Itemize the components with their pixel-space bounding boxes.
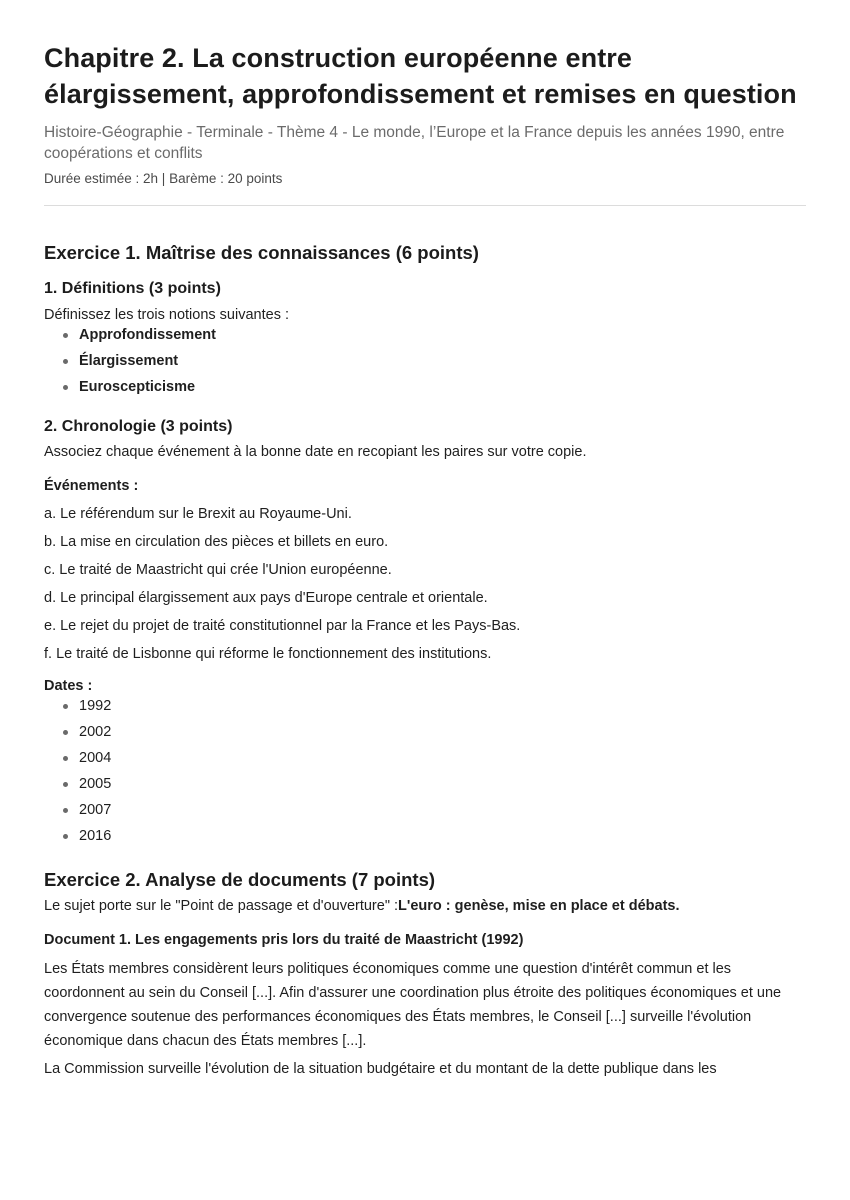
- event-item: f. Le traité de Lisbonne qui réforme le fonctionnement des institutions.: [44, 646, 492, 662]
- exercise-2-title: Exercice 2. Analyse de documents (7 points): [44, 869, 436, 890]
- date-label: 2007: [79, 802, 112, 818]
- date-item: [44, 800, 806, 820]
- bullet-icon: [63, 808, 68, 813]
- date-label: 2016: [79, 828, 112, 844]
- notion-label: Approfondissement: [79, 327, 216, 343]
- bullet-icon: [63, 756, 68, 761]
- events-label: Événements :: [44, 478, 139, 494]
- bullet-icon: [63, 704, 68, 709]
- notion-item: [44, 351, 806, 371]
- document-1-paragraph: Les États membres considèrent leurs politiques économiques comme une question d'intérêt commun et les coordonnent au sein du Conseil [...]. Afin d'assurer une coordination plus étroite des politiques économiques et une convergence soutenue des performances économiques des États membres, le Conseil [...] surveille l'évolution économique dans chacun des États membres [...].: [44, 961, 782, 1049]
- date-label: 2005: [79, 776, 112, 792]
- date-item: [44, 696, 806, 716]
- notion-label: Élargissement: [79, 353, 179, 369]
- date-label: 1992: [79, 698, 112, 714]
- definitions-title: 1. Définitions (3 points): [44, 280, 221, 297]
- event-item: d. Le principal élargissement aux pays d'Europe centrale et orientale.: [44, 590, 488, 606]
- event-item: a. Le référendum sur le Brexit au Royaume-Uni.: [44, 506, 352, 522]
- exercise-2-topic: L'euro : genèse, mise en place et débats.: [398, 898, 680, 914]
- event-item: b. La mise en circulation des pièces et billets en euro.: [44, 534, 389, 550]
- bullet-icon: [63, 730, 68, 735]
- document-1-title: Document 1. Les engagements pris lors du traité de Maastricht (1992): [44, 932, 524, 948]
- bullet-icon: [63, 359, 68, 364]
- date-item: [44, 722, 806, 742]
- date-item: [44, 774, 806, 794]
- event-item: c. Le traité de Maastricht qui crée l'Union européenne.: [44, 562, 392, 578]
- dates-list: [44, 696, 806, 846]
- date-label: 2004: [79, 750, 112, 766]
- date-item: [44, 826, 806, 846]
- events-list: [44, 504, 806, 664]
- document-1-paragraph: La Commission surveille l'évolution de la situation budgétaire et du montant de la dette publique dans les: [44, 1061, 717, 1077]
- page-subtitle: Histoire-Géographie - Terminale - Thème 4 - Le monde, l’Europe et la France depuis les années 1990, entre coopérations et conflits: [44, 124, 785, 162]
- definitions-instruction: Définissez les trois notions suivantes :: [44, 307, 289, 323]
- exercise-1-title: Exercice 1. Maîtrise des connaissances (6 points): [44, 242, 479, 263]
- document-content: [44, 40, 806, 1081]
- event-item: e. Le rejet du projet de traité constitutionnel par la France et les Pays-Bas.: [44, 618, 521, 634]
- date-label: 2002: [79, 724, 112, 740]
- exercise-2-intro: [44, 896, 806, 916]
- bullet-icon: [63, 333, 68, 338]
- page-title: Chapitre 2. La construction européenne entre élargissement, approfondissement et remises en question: [44, 43, 797, 109]
- notions-list: [44, 325, 806, 397]
- chronology-instruction: Associez chaque événement à la bonne date en recopiant les paires sur votre copie.: [44, 444, 587, 460]
- date-item: [44, 748, 806, 768]
- bullet-icon: [63, 782, 68, 787]
- duration-and-scale: Durée estimée : 2h | Barème : 20 points: [44, 171, 283, 186]
- notion-item: [44, 377, 806, 397]
- bullet-icon: [63, 834, 68, 839]
- notion-item: [44, 325, 806, 345]
- notion-label: Euroscepticisme: [79, 379, 196, 395]
- exercise-2-intro-text: Le sujet porte sur le "Point de passage et d'ouverture" :: [44, 898, 399, 914]
- chronology-title: 2. Chronologie (3 points): [44, 418, 233, 435]
- bullet-icon: [63, 385, 68, 390]
- dates-label: Dates :: [44, 678, 93, 694]
- header-divider: [44, 205, 806, 206]
